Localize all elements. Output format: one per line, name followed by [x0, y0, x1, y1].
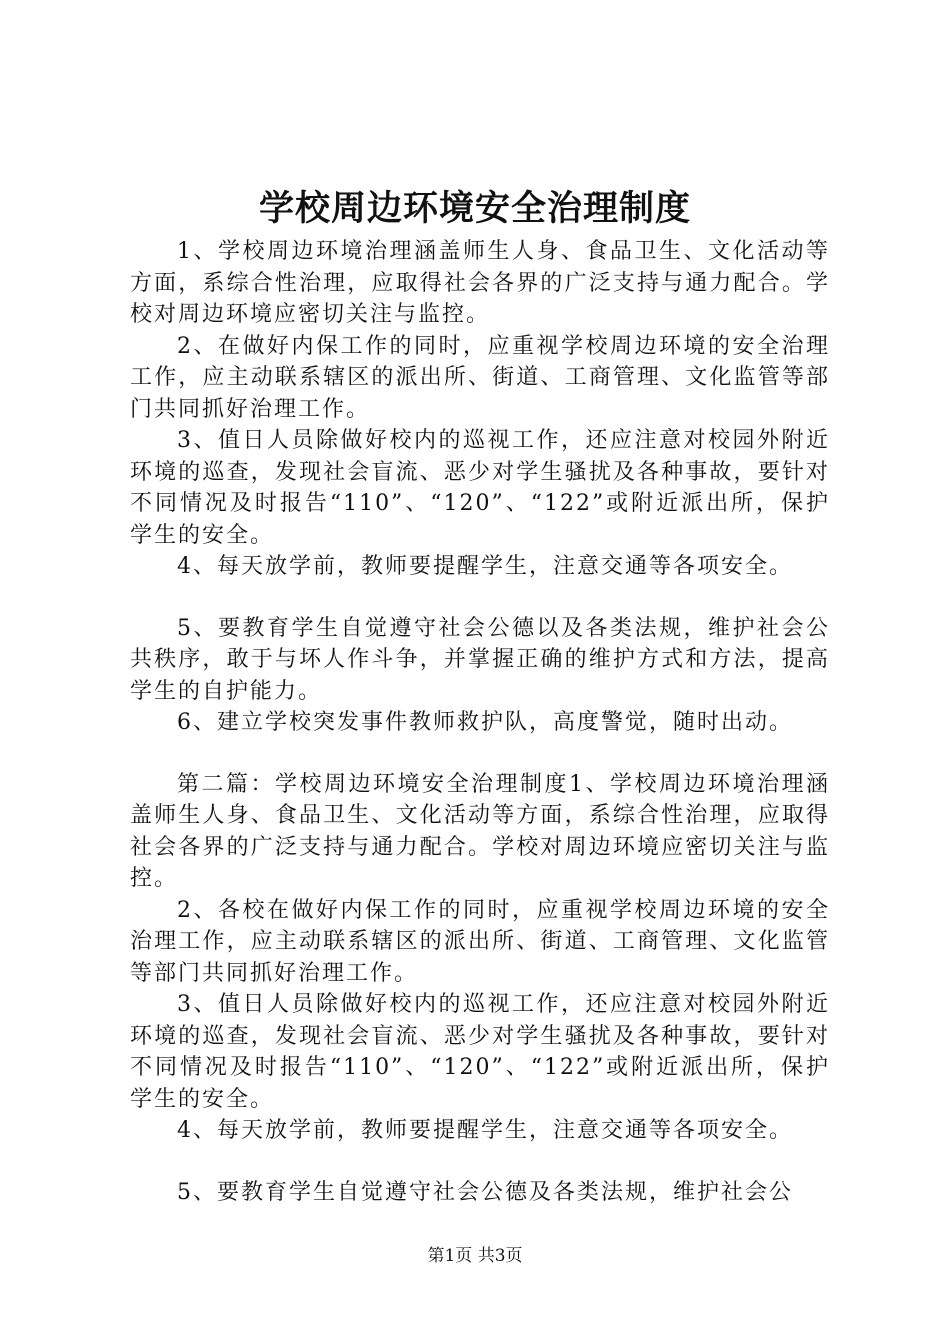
section-two-paragraph-2: 2、各校在做好内保工作的同时，应重视学校周边环境的安全治理工作，应主动联系辖区的派出所、街道、工商管理、文化监管等部门共同抓好治理工作。	[130, 897, 830, 986]
section-two-paragraph-1: 第二篇：学校周边环境安全治理制度1、学校周边环境治理涵盖师生人身、食品卫生、文化活动等方面，系综合性治理，应取得社会各界的广泛支持与通力配合。学校对周边环境应密切关注与监控。	[130, 771, 830, 891]
paragraph-3: 3、值日人员除做好校内的巡视工作，还应注意对校园外附近环境的巡查，发现社会盲流、恶少对学生骚扰及各种事故，要针对不同情况及时报告“110”、“120”、“122”或附近派出所，保护学生的安全。	[130, 428, 830, 548]
document-title: 学校周边环境安全治理制度	[258, 188, 691, 229]
paragraph-1: 1、学校周边环境治理涵盖师生人身、食品卫生、文化活动等方面，系综合性治理，应取得社会各界的广泛支持与通力配合。学校对周边环境应密切关注与监控。	[130, 239, 830, 327]
paragraph-5: 5、要教育学生自觉遵守社会公德以及各类法规，维护社会公共秩序，敢于与坏人作斗争，并掌握正确的维护方式和方法，提高学生的自护能力。	[130, 615, 830, 704]
section-two-paragraph-3: 3、值日人员除做好校内的巡视工作，还应注意对校园外附近环境的巡查，发现社会盲流、恶少对学生骚扰及各种事故，要针对不同情况及时报告“110”、“120”、“122”或附近派出所，保护学生的安全。	[130, 992, 830, 1112]
paragraph-4: 4、每天放学前，教师要提醒学生，注意交通等各项安全。	[177, 554, 793, 579]
page-number: 第1页 共3页	[427, 1246, 523, 1266]
document-body	[130, 236, 830, 1208]
section-two-paragraph-5: 5、要教育学生自觉遵守社会公德及各类法规，维护社会公	[177, 1179, 793, 1205]
section-two-paragraph-4: 4、每天放学前，教师要提醒学生，注意交通等各项安全。	[177, 1118, 793, 1143]
paragraph-2: 2、在做好内保工作的同时，应重视学校周边环境的安全治理工作，应主动联系辖区的派出所、街道、工商管理、文化监管等部门共同抓好治理工作。	[130, 333, 830, 422]
paragraph-6: 6、建立学校突发事件教师救护队，高度警觉，随时出动。	[177, 710, 793, 735]
